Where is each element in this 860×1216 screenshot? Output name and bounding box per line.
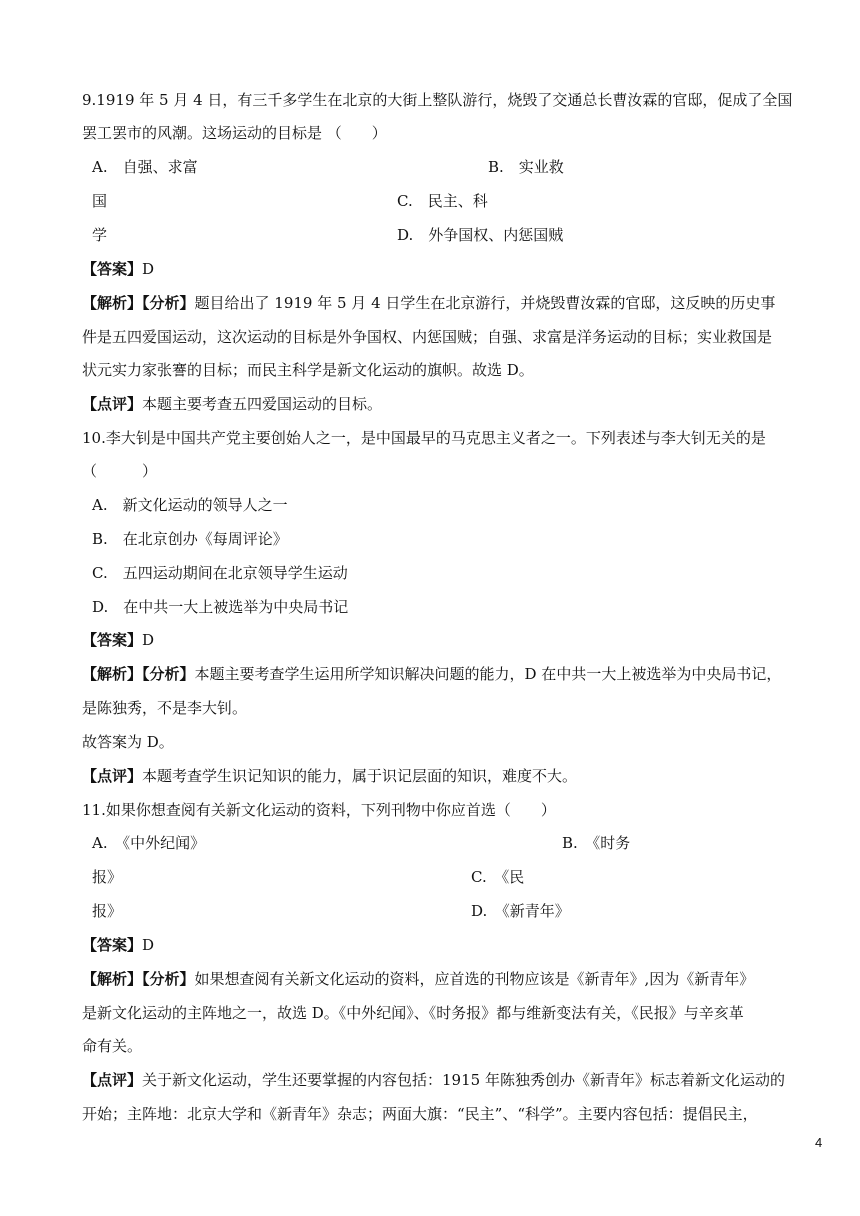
q10-analysis-line-1 [82, 664, 781, 684]
q10-option-b: B. 在北京创办《每周评论》 [92, 530, 288, 548]
analysis-text: 本题主要考查学生运用所学知识解决问题的能力，D 在中共一大上被选举为中央局书记， [194, 665, 782, 683]
q9-answer [82, 259, 154, 279]
q10-stem-line-1: 10.李大钊是中国共产党主要创始人之一，是中国最早的马克思主义者之一。下列表述与李大钊无关的是 [82, 429, 766, 447]
q11-option-b: B. 《时务 [562, 834, 631, 852]
answer-value: D [142, 260, 155, 278]
comment-label: 【点评】 [82, 395, 143, 413]
q10-option-a: A. 新文化运动的领导人之一 [92, 496, 288, 514]
answer-label: 【答案】 [82, 631, 143, 649]
q10-answer [82, 630, 154, 650]
q10-analysis-line-3: 故答案为 D。 [82, 733, 174, 751]
q11-stem: 11.如果你想查阅有关新文化运动的资料，下列刊物中你应首选（ ） [82, 801, 556, 819]
q9-analysis-line-3: 状元实力家张謇的目标；而民主科学是新文化运动的旗帜。故选 D。 [82, 361, 534, 379]
q9-stem-line-1: 9.1919 年 5 月 4 日，有三千多学生在北京的大街上整队游行，烧毁了交通总长曹汝霖的官邸，促成了全国 [82, 91, 793, 109]
analysis-label: 【解析】【分析】 [82, 665, 195, 683]
q11-analysis-line-3: 命有关。 [82, 1037, 143, 1055]
q11-option-b-continued: 报》 [92, 868, 123, 886]
q11-comment-line-1 [82, 1070, 785, 1090]
comment-label: 【点评】 [82, 1071, 143, 1089]
q9-comment [82, 394, 382, 414]
q11-option-d: D. 《新青年》 [471, 902, 570, 920]
q10-option-d: D. 在中共一大上被选举为中央局书记 [92, 598, 349, 616]
q10-analysis-line-2: 是陈独秀，不是李大钊。 [82, 699, 248, 717]
comment-text: 本题考查学生识记知识的能力，属于识记层面的知识，难度不大。 [142, 767, 578, 785]
comment-label: 【点评】 [82, 767, 143, 785]
q9-option-b-continued: 国 [92, 192, 108, 210]
q9-analysis-line-2: 件是五四爱国运动，这次运动的目标是外争国权、内惩国贼；自强、求富是洋务运动的目标；实业救国是 [82, 328, 773, 346]
answer-value: D [142, 631, 155, 649]
q11-option-a: A. 《中外纪闻》 [92, 834, 206, 852]
q11-analysis-line-2: 是新文化运动的主阵地之一，故选 D。《中外纪闻》、《时务报》都与维新变法有关，《民报》与辛亥革 [82, 1004, 744, 1022]
q10-option-c: C. 五四运动期间在北京领导学生运动 [92, 564, 348, 582]
comment-text: 关于新文化运动，学生还要掌握的内容包括：1915 年陈独秀创办《新青年》标志着新文化运动的 [142, 1071, 785, 1089]
q9-option-b: B. 实业救 [488, 158, 564, 176]
q9-analysis-line-1 [82, 293, 775, 313]
q11-analysis-line-1 [82, 969, 754, 989]
q9-stem-line-2: 罢工罢市的风潮。这场运动的目标是 （ ） [82, 124, 387, 142]
q9-option-c-continued: 学 [92, 226, 108, 244]
q9-option-a: A. 自强、求富 [92, 158, 198, 176]
q10-comment [82, 766, 577, 786]
answer-value: D [142, 936, 155, 954]
q11-option-c: C. 《民 [471, 868, 525, 886]
q9-option-c: C. 民主、科 [397, 192, 488, 210]
q11-comment-line-2: 开始；主阵地：北京大学和《新青年》杂志；两面大旗：“民主”、“科学”。主要内容包括：提倡民主， [82, 1105, 758, 1123]
q11-answer [82, 935, 154, 955]
q9-option-d: D. 外争国权、内惩国贼 [397, 226, 564, 244]
q10-stem-line-2: （ ） [82, 462, 158, 480]
analysis-label: 【解析】【分析】 [82, 294, 195, 312]
q11-option-c-continued: 报》 [92, 902, 123, 920]
answer-label: 【答案】 [82, 936, 143, 954]
analysis-text: 题目给出了 1919 年 5 月 4 日学生在北京游行，并烧毁曹汝霖的官邸，这反映的历史事 [194, 294, 776, 312]
answer-label: 【答案】 [82, 260, 143, 278]
page-number: 4 [815, 1135, 823, 1150]
comment-text: 本题主要考查五四爱国运动的目标。 [142, 395, 383, 413]
analysis-label: 【解析】【分析】 [82, 970, 195, 988]
analysis-text: 如果想查阅有关新文化运动的资料，应首选的刊物应该是《新青年》,因为《新青年》 [194, 970, 755, 988]
